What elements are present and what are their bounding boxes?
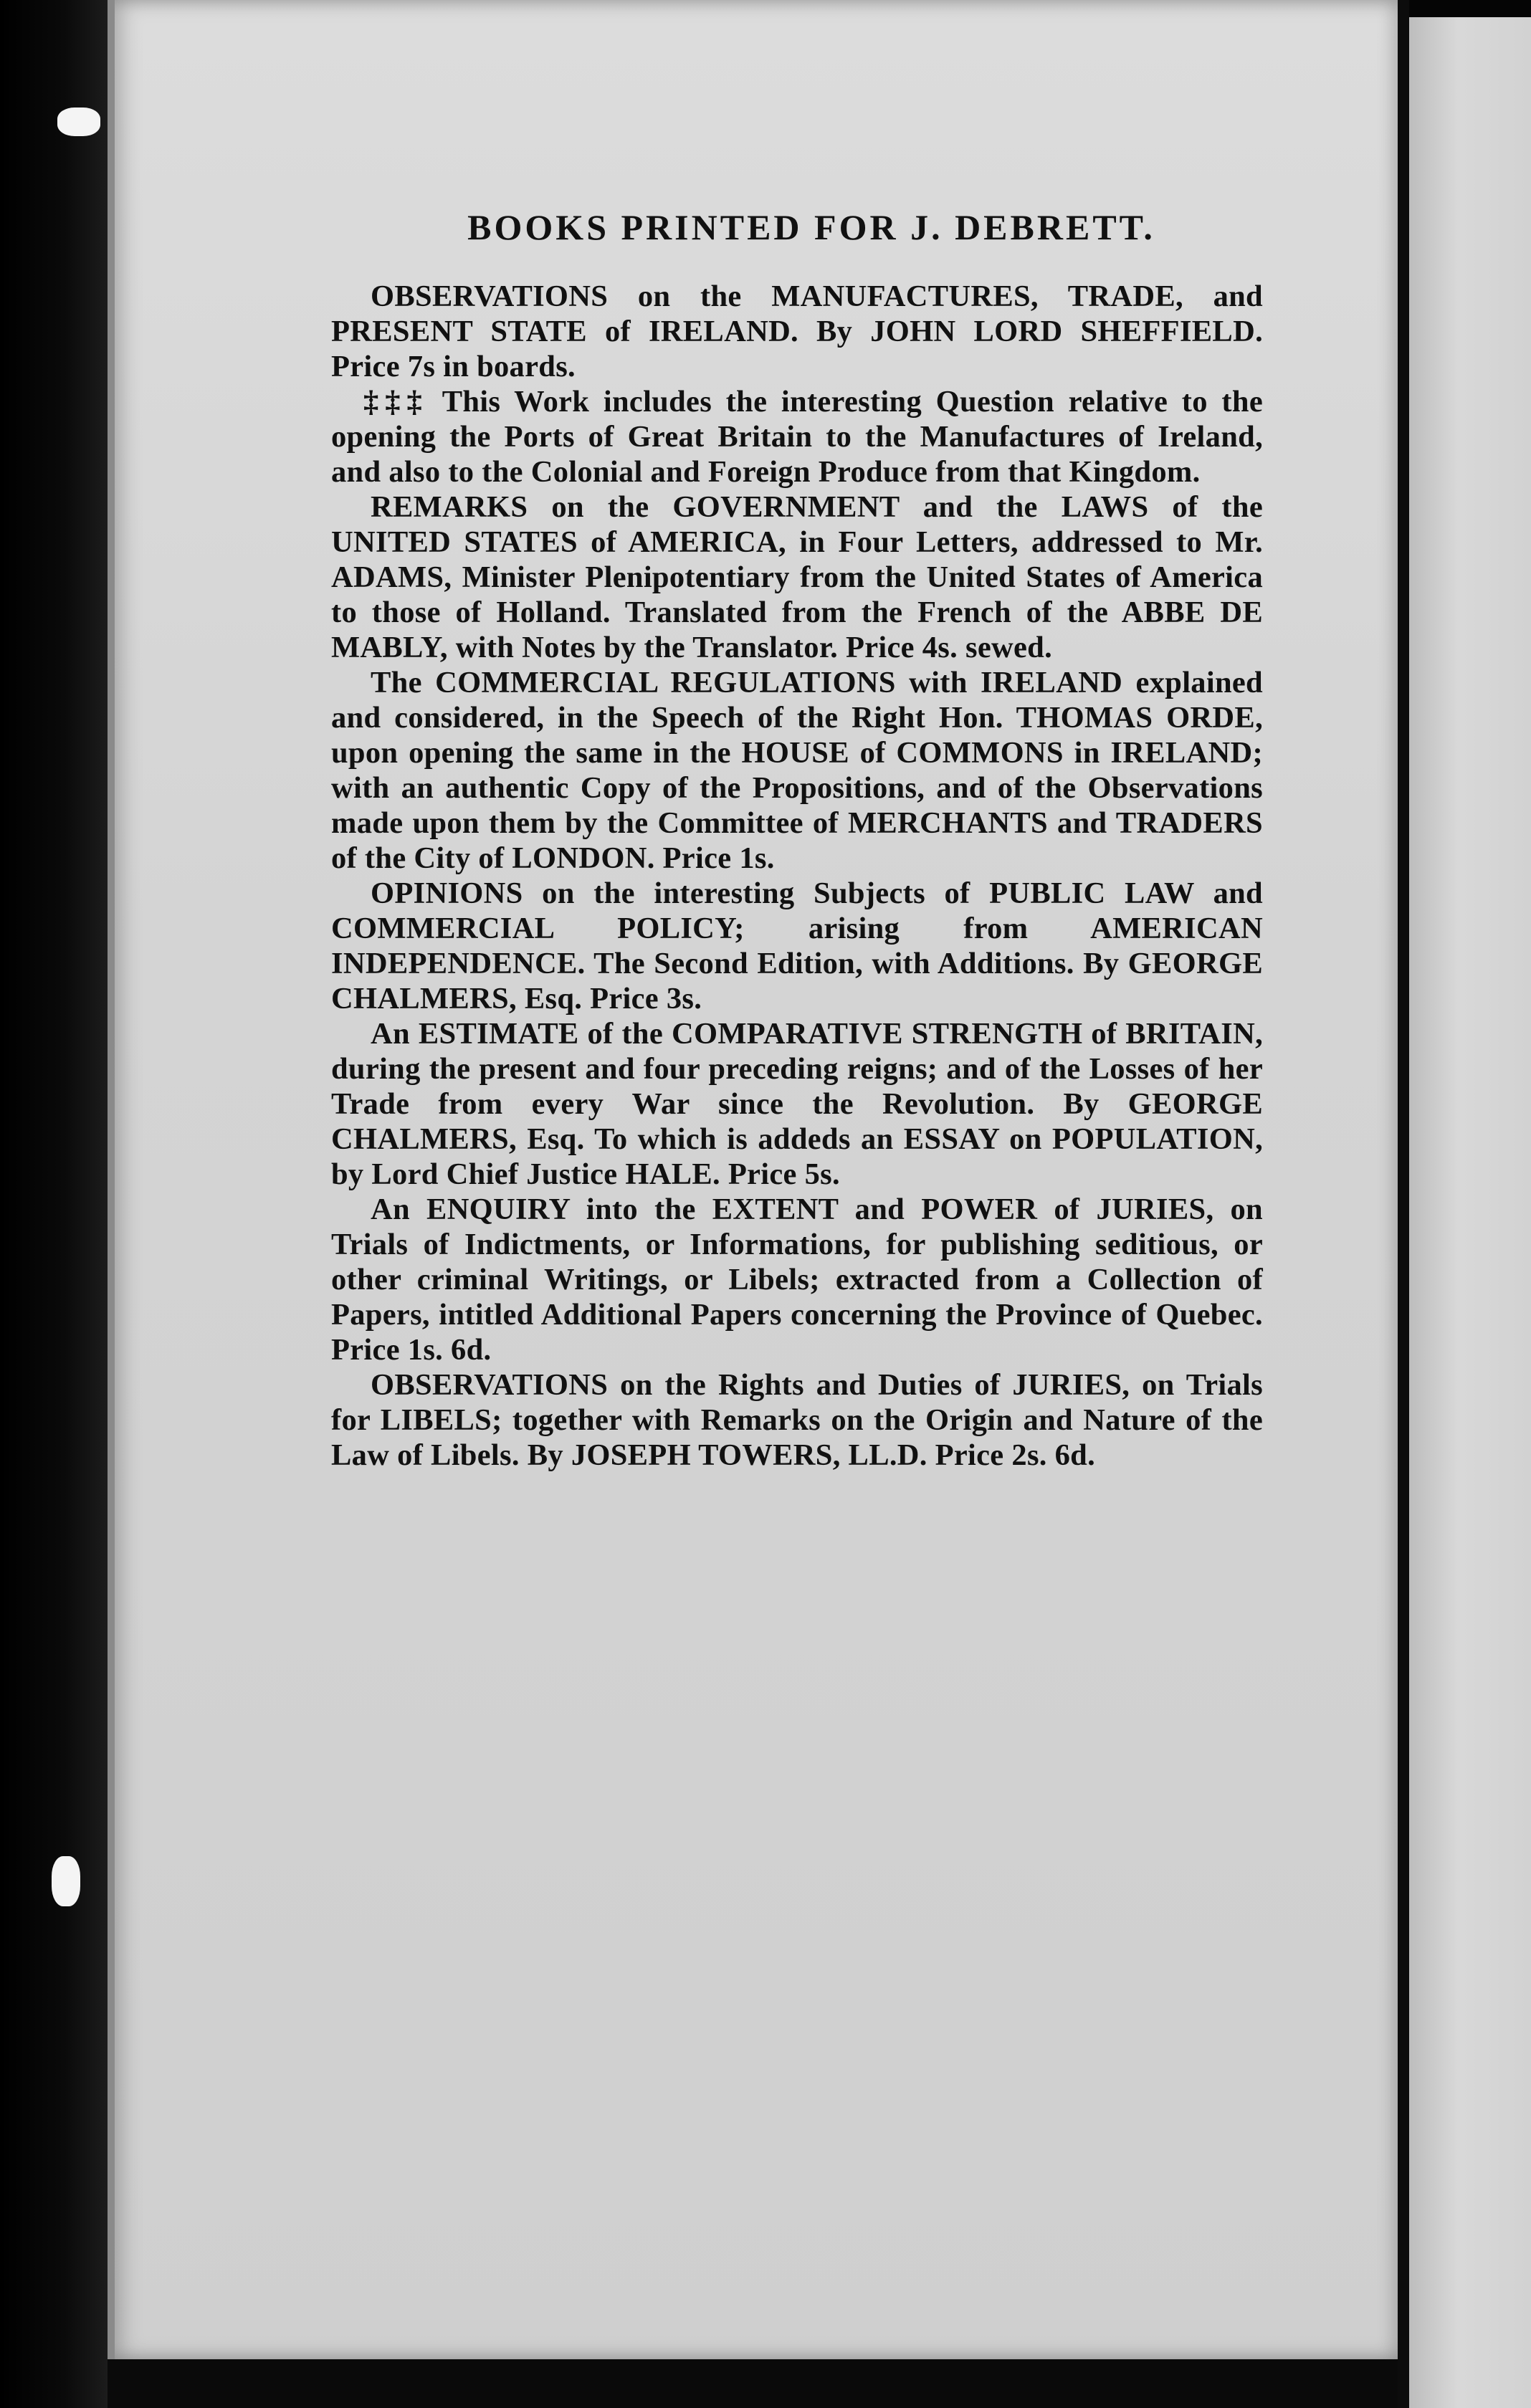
scan-left-margin [0,0,108,2408]
scan-bottom-margin [108,2359,1398,2408]
page-gutter [1398,0,1409,2408]
book-entry-opinions: OPINIONS on the interesting Subjects of PUBLIC LAW and COMMERCIAL POLICY; arising from AMERICAN INDEPENDENCE. The Second Edition, with Additions. By GEORGE CHALMERS, Esq. Price 3s. [331,876,1263,1016]
book-entry-observations-ireland: OBSERVATIONS on the MANUFACTURES, TRADE, and PRESENT STATE of IRELAND. By JOHN LORD SHEFFIELD. Price 7s in boards. [331,280,1263,383]
book-entry-estimate: An ESTIMATE of the COMPARATIVE STRENGTH of BRITAIN, during the present and four preceding reigns; and of the Losses of her Trade from every War since the Revolution. By GEORGE CHALMERS, Esq. To which is addeds an ESSAY on POPULATION, by Lord Chief Justice HALE. Price 5s. [331,1017,1263,1191]
adjacent-page-edge [1409,17,1531,2408]
book-entry-note: ‡‡‡ This Work includes the interesting Question relative to the opening the Ports of Great Britain to the Manufactures of Ireland, and also to the Colonial and Foreign Produce from that Kingdom. [331,385,1263,489]
book-entry-commercial-regulations: The COMMERCIAL REGULATIONS with IRELAND explained and considered, in the Speech of the Right Hon. THOMAS ORDE, upon opening the same in the HOUSE of COMMONS in IRELAND; with an authentic Copy of the Propositions, and of the Observations made upon them by the Committee of MERCHANTS and TRADERS of the City of LONDON. Price 1s. [331,666,1263,875]
page-heading: BOOKS PRINTED FOR J. DEBRETT. [467,207,1155,247]
scan-artifact [52,1856,80,1906]
advertisement-text-block [331,208,1263,1473]
page-edge [108,0,115,2359]
book-entry-remarks-government: REMARKS on the GOVERNMENT and the LAWS of the UNITED STATES of AMERICA, in Four Letters, addressed to Mr. ADAMS, Minister Plenipotentiary from the United States of America to those of Holland. Translated from the French of the ABBE DE MABLY, with Notes by the Translator. Price 4s. sewed. [331,490,1263,664]
scan-artifact [57,108,100,136]
book-entry-enquiry-juries: An ENQUIRY into the EXTENT and POWER of JURIES, on Trials of Indictments, or Informations, for publishing seditious, or other criminal Writings, or Libels; extracted from a Collection of Papers, intitled Additional Papers concerning the Province of Quebec. Price 1s. 6d. [331,1193,1263,1367]
book-entry-observations-juries: OBSERVATIONS on the Rights and Duties of JURIES, on Trials for LIBELS; together with Remarks on the Origin and Nature of the Law of Libels. By JOSEPH TOWERS, LL.D. Price 2s. 6d. [331,1368,1263,1472]
